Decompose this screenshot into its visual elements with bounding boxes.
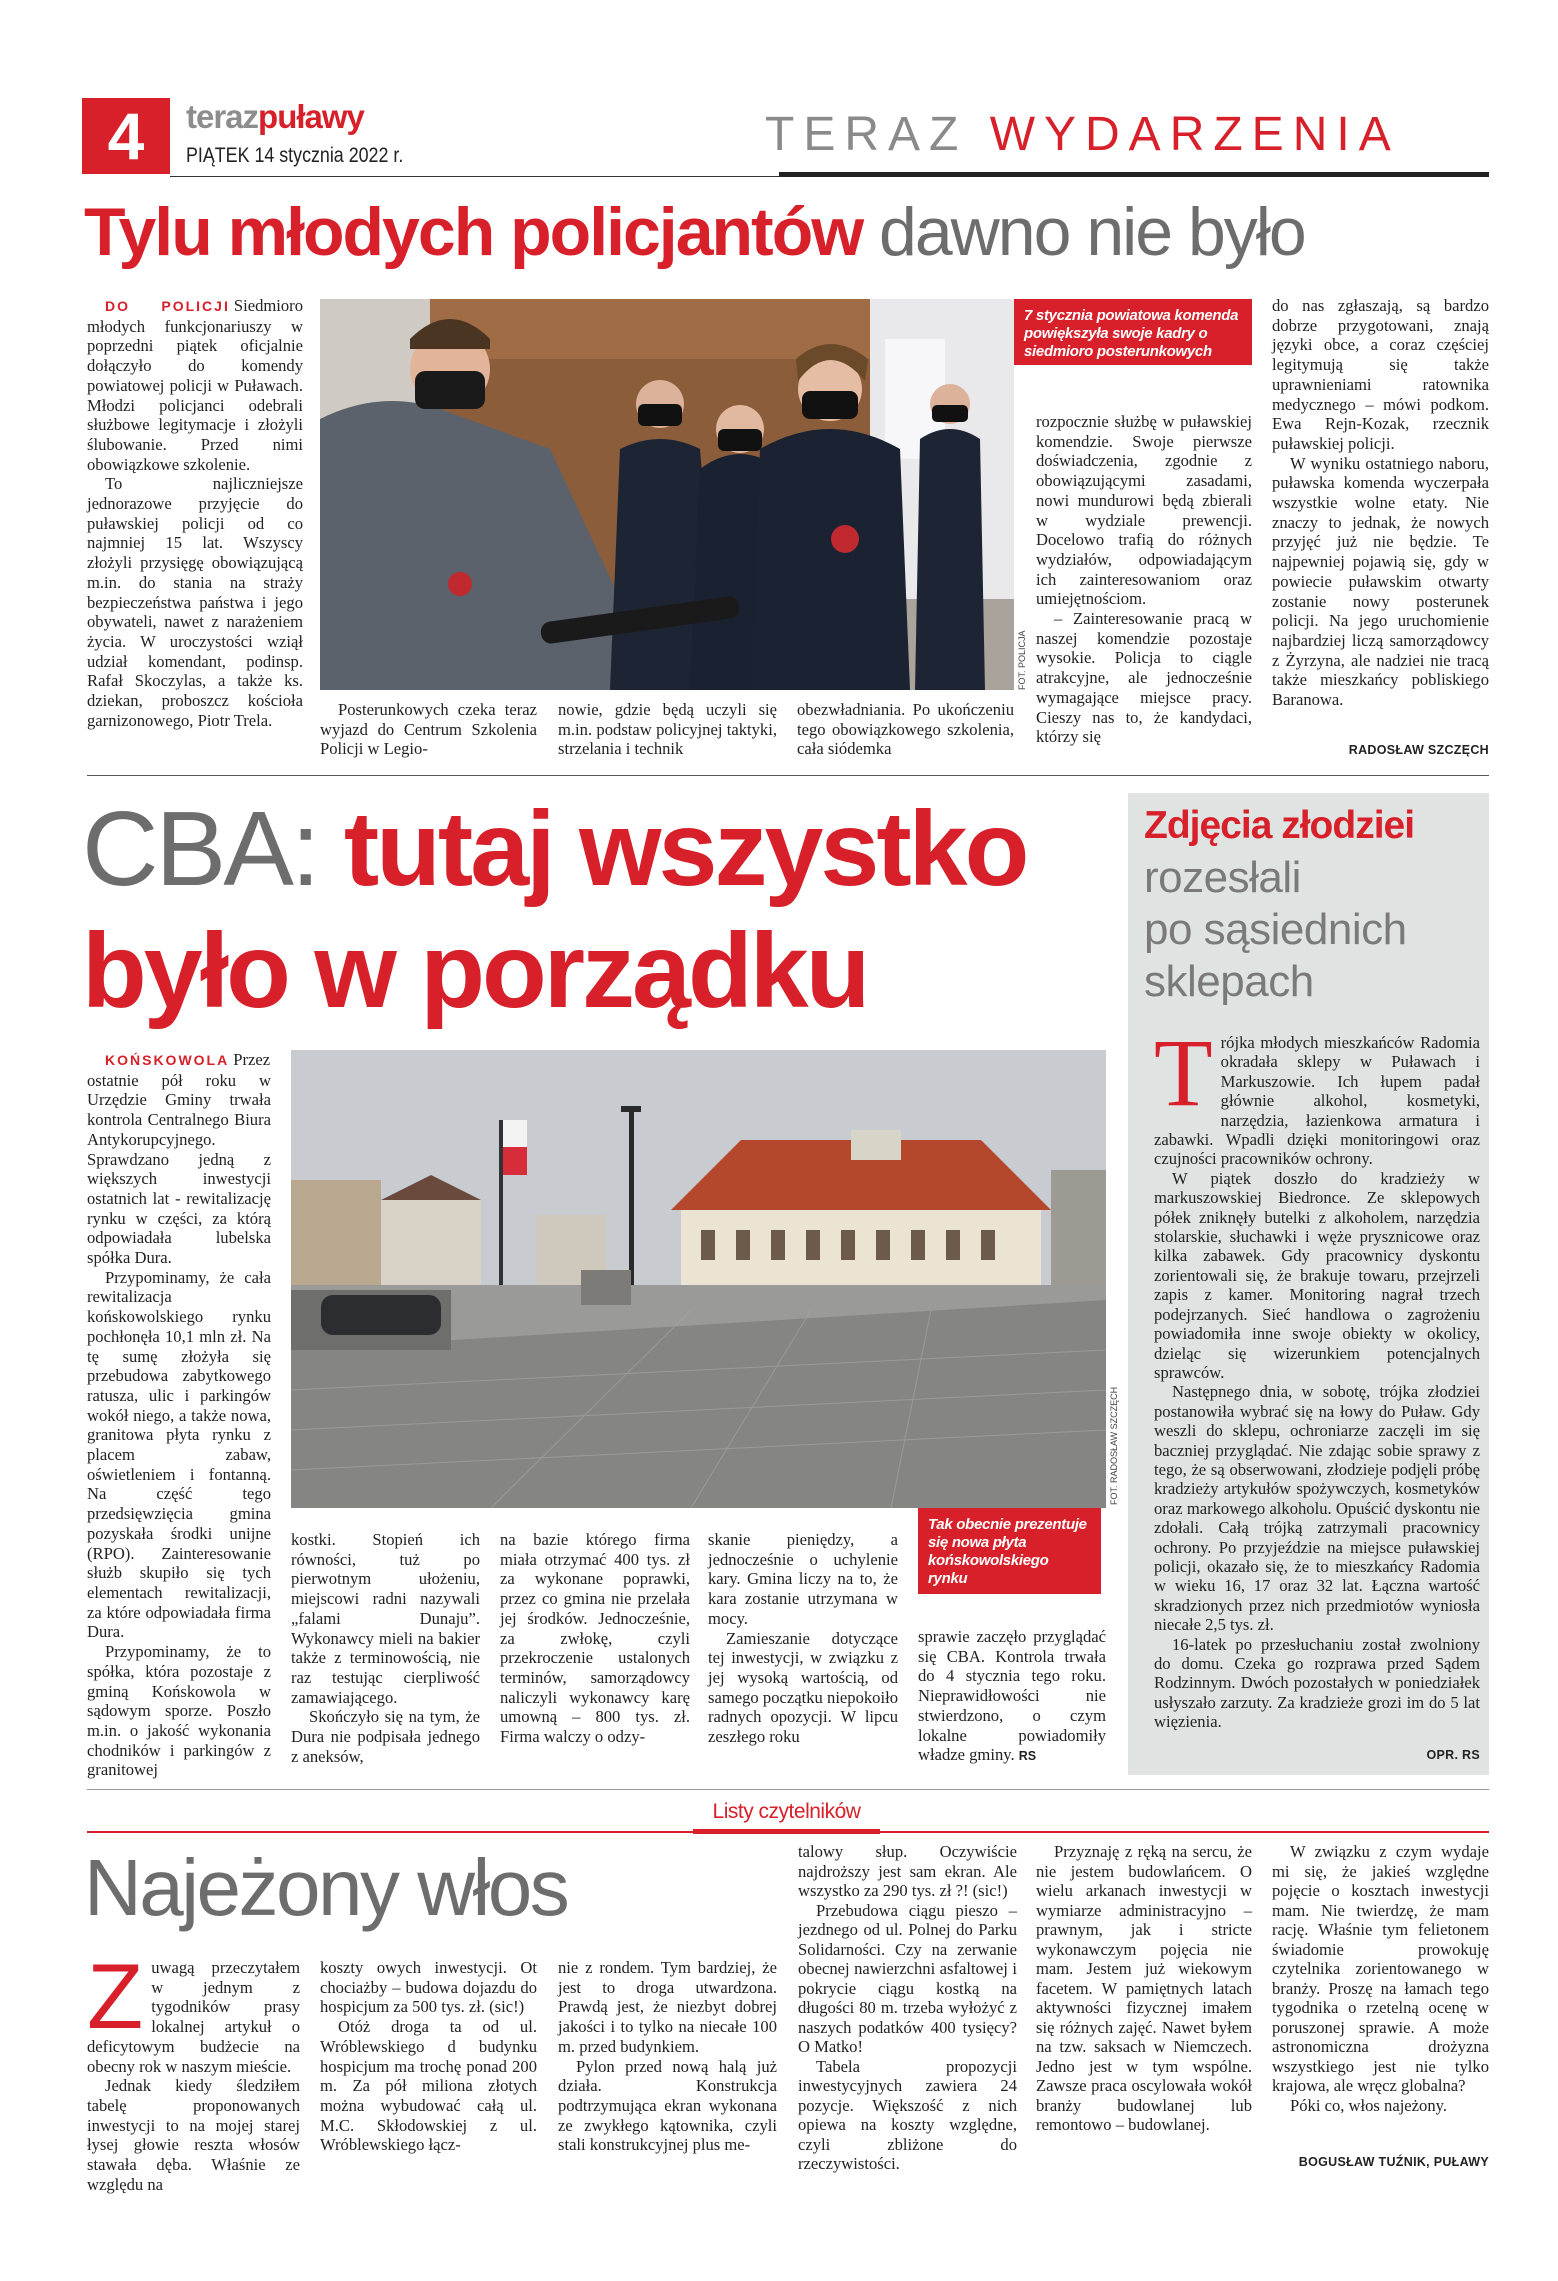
paragraph: talowy słup. Oczywiście najdroższy jest sam ekran. Ale wszystko za 290 tys. zł ?! (sic!) [798,1842,1017,1900]
article1-photo-caption: 7 stycznia powiatowa komenda powiększyła swoje kadry o siedmioro posterunkowych [1014,299,1252,365]
article1-headline [84,192,1305,272]
article2-headline [82,788,1026,1032]
letters-column-2 [320,1958,537,2175]
article1-kicker: DO POLICJI [105,298,230,314]
paragraph [918,1627,1106,1767]
logo-pulawy: puławy [258,98,364,135]
article2-headline-bold-2: było w porządku [82,912,868,1030]
letters-byline: BOGUSŁAW TUŹNIK, PUŁAWY [1298,2155,1489,2169]
issue-date: PIĄTEK 14 stycznia 2022 r. [186,144,404,167]
letters-section-label: Listy czytelników [712,1800,861,1823]
article2-photo-credit: FOT. RADOSŁAW SZCZĘCH [1109,1386,1119,1505]
logo-teraz: teraz [186,98,259,135]
masthead-logo [186,100,364,134]
letters-column-6 [1272,1842,1489,2157]
paragraph: Póki co, włos najeżony. [1290,2095,1448,2115]
sidebar-byline: OPR. RS [1426,1748,1480,1762]
paragraph [1154,1019,1480,1169]
paragraph: koszty owych inwestycji. Ot chociażby – budowa dojazdu do hospicjum za 500 tys. zł. (sic!) [320,1958,537,2017]
paragraph: Zamieszanie dotyczące tej inwestycji, w związku z jej wysoką wartością, od samego początku niepokoiło radnych opozycji. W lipcu zeszłego roku [708,1628,898,1747]
article2-kicker: KOŃSKOWOLA [105,1052,230,1068]
market-square-photo [291,1050,1106,1508]
article2-column-2 [291,1530,480,1772]
article1-lead-paragraph [87,296,303,474]
letters-label-underline [693,1829,880,1834]
sidebar-subtitle-line: rozesłali [1144,853,1301,902]
paragraph: rozpocznie służbę w puławskiej komendzie. Swoje pierwsze doświadczenia, zgodnie z obowiązującymi zasadami, nowi mundurowi będą zbierali w wydziale prewencji. Docelowo trafią do różnych wydziałów, odpowiadającym ich zainteresowaniom oraz umiejętnościom. [1036,412,1252,609]
paragraph: To najliczniejsze jednorazowe przyjęcie do puławskiej policji od co najmniej 15 lat. Wszyscy złożyli przysięgę obowiązującą m.in. do stania na straży bezpieczeństwa państwa i jego obywateli, nawet z narażeniem życia. W uroczystości wziął udział komendant, podinsp. Rafał Skoczylas, a także ks. dziekan, proboszcz kościoła garnizonowego, Piotr Trela. [87,474,303,730]
paragraph-text: uwagą przeczytałem w jednym z tygodników prasy lokalnej artykuł o deficytowym budżecie na obecny rok w naszym mieście. [87,1958,300,2076]
paragraph: skanie pieniędzy, a jednocześnie o uchylenie kary. Gmina liczy na to, że kara zostanie utrzymana w mocy. [708,1530,898,1628]
article-divider [87,775,1489,776]
paragraph: Przyznaję z ręką na sercu, że nie jestem budowlańcem. O wielu arkanach inwestycji w wymiarze administracyjno – prawnym, jak i stricte wykonawczym pojęcia nie mam. Jestem już wiekowym facetem. W pamiętnych latach aktywności fizycznej imałem się różnych zajęć. Nawet byłem na tzw. saksach w Niemczech. Jedno jest w tym wspólne. Zawsze praca oscylowała wokół branży budowlanej lub remontowo – budowlanej. [1036,1842,1252,2134]
paragraph: Przypominamy, że cała rewitalizacja końskowolskiego rynku pochłonęła 10,1 mln zł. Na tę sumę złożyła się przebudowa zabytkowego ratusza, ulic i parkingów wokół niego, a także nowa, granitowa płyta rynku z placem zabaw, oświetleniem i fontanną. Na część tego przedsięwzięcia gmina pozyskała środki unijne (RPO). Zainteresowanie służb skupiło się tych elementach rewitalizacji, za które odpowiadała firma Dura. [87,1267,271,1642]
letters-column-5 [1036,1842,1252,2175]
article2-column-5 [918,1627,1106,1772]
article2-headline-bold-1: tutaj wszystko [343,790,1027,908]
sidebar-subtitle [1144,852,1407,1008]
article1-headline-light: dawno nie było [879,194,1305,270]
paragraph: W wyniku ostatniego naboru, puławska komenda wyczerpała wszystkie wolne etaty. Nie znaczy to jednak, że nowych przyjęć już nie będzie. Te najpewniej pojawią się, gdy w powiecie puławskim otwarty zostanie nowy posterunek policji. Na jego uruchomienie najbardziej liczą samorządowcy z Żyrzyna, ale nadziei nie tracą także mieszkańcy pobliskiego Baranowa. [1272,453,1489,710]
article1-column-5 [1036,412,1252,762]
section-title [765,108,1400,162]
paragraph: obezwładniania. Po ukończeniu tego obowiązkowego szkolenia, cała siódemka [797,700,1014,759]
paragraph: Przypominamy, że to spółka, która pozostaje z gminą Końskowola w sądowym sporze. Poszło m.in. o jakość wykonania chodników i parkingów z granitowej [87,1642,271,1780]
letters-title: Najeżony włos [84,1843,568,1932]
article2-headline-light: CBA: [82,790,318,908]
article2-photo-caption: Tak obecnie prezentuje się nowa płyta końskowolskiego rynku [918,1508,1101,1594]
article2-lead-paragraph [87,1050,271,1268]
article1-column-2 [320,700,537,762]
paragraph: kostki. Stopień ich równości, tuż po pierwotnym ułożeniu, miejscowi radni nazywali „falami Dunaju”. Wykonawcy mieli na bakier także z terminowością, nie raz testując cierpliwość zamawiającego. [291,1530,480,1707]
article1-column-4 [797,700,1014,762]
sidebar-title: Zdjęcia złodziei [1144,804,1415,847]
paragraph-text: sprawie zaczęło przyglądać się CBA. Kontrola trwała do 4 stycznia tego roku. Nieprawidłowości nie stwierdzono, o czym lokalne powiadomiły władze gminy. [918,1627,1106,1765]
sidebar-subtitle-line: sklepach [1144,957,1314,1006]
article1-headline-bold: Tylu młodych policjantów [84,194,863,270]
paragraph: Przebudowa ciągu pieszo – jezdnego od ul. Polnej do Parku Solidarności. Czy na zerwanie obecnej nawierzchni asfaltowej i pokrycie ciągu kostką na długości 80 m. trzeba wyłożyć z naszych podatków 400 tysięcy? O Matko! [798,1900,1017,2056]
sidebar-body [1154,1019,1480,1748]
paragraph: nowie, gdzie będą uczyli się m.in. podstaw policyjnej taktyki, strzelania i technik [558,700,777,759]
article2-column-4 [708,1530,898,1772]
section-title-light: TERAZ [765,108,968,161]
article1-column-3 [558,700,777,762]
paragraph: Tabela propozycji inwestycyjnych zawiera 24 pozycje. Większość z nich opiewa na koszty względne, czyli zbliżone do rzeczywistości. [798,2056,1017,2173]
paragraph-text: Siedmioro młodych funkcjonariuszy w poprzedni piątek oficjalnie dołączyło do komendy powiatowej policji w Puławach. Młodzi policjanci odebrali służbowe legitymacje i złożyli ślubowanie. Przed nimi obowiązkowe szkolenie. [87,296,303,474]
paragraph: Następnego dnia, w sobotę, trójka złodziei postanowiła wybrać się na łowy do Puław. Gdy weszli do sklepu, ochroniarze zaczęli im się baczniej przyglądać. Nie zdając sobie sprawy z tego, że są obserwowani, złodzieje podjęli próbę kradzieży artykułów spożywczych, kosmetyków oraz markowego alkoholu. Opuścić dyskontu nie zdołali. Całą trójką zatrzymali pracownicy ochrony. Po przyjeździe na miejsce puławskiej policji, okazało się, że to mieszkańcy Radomia w wieku 16, 17 oraz 32 lat. Łączna wartość skradzionych przez nich przedmiotów wyniosła niecałe 2,5 tys. zł. [1154,1382,1480,1635]
paragraph: Jednak kiedy śledziłem tabelę proponowanych inwestycji to na mojej starej łysej głowie reszta włosów stawała dęba. Właśnie ze względu na [87,2076,300,2194]
article2-column-3 [500,1530,690,1772]
paragraph: nie z rondem. Tym bardziej, że jest to droga utwardzona. Prawdą jest, że niezbyt dobrej jakości i to tylko na niecałe 100 m. przed budynkiem. [558,1958,777,2056]
paragraph-text: Przez ostatnie pół roku w Urzędzie Gminy trwała kontrola Centralnego Biura Antykorupcyjnego. Sprawdzano jedną z większych inwestycji ostatnich lat - rewitalizację rynku w części, za którą odpowiadała lubelska spółka Dura. [87,1050,271,1268]
paragraph-text: rójka młodych mieszkańców Radomia okradała sklepy w Puławach i Markuszowie. Ich łupem padał głównie alkohol, kosmetyki, narzędzia, łazienkowa armatura i zabawki. Wpadli dzięki monitoringowi oraz czujności pracowników ochrony. [1154,1033,1480,1169]
paragraph: do nas zgłaszają, są bardzo dobrze przygotowani, znają języki obce, a coraz częściej legitymują się także uprawnieniami ratownika medycznego – mówi podkom. Ewa Rejn-Kozak, rzecznik puławskiej policji. [1272,296,1489,453]
letters-column-1 [87,1946,300,2194]
article1-column-1 [87,296,303,762]
paragraph: Pylon przed nową halą już działa. Konstrukcja podtrzymująca ekran wykonana ze zwykłego kątownika, czyli stali konstrukcyjnej plus me- [558,2056,777,2155]
section-divider [87,1789,1489,1790]
article2-signature: RS [1018,1749,1037,1764]
page-number-box: 4 [82,98,170,174]
article1-column-6 [1272,296,1489,741]
paragraph [87,1946,300,2076]
paragraph: 16-latek po przesłuchaniu został zwolniony do domu. Czeka go rozprawa przed Sądem Rodzinnym. Dwóch pozostałych w poniedziałek usłyszało zarzuty. Za kradzieże grozi im do 5 lat więzienia. [1154,1634,1480,1732]
paragraph: Posterunkowych czeka teraz wyjazd do Centrum Szkolenia Policji w Legio- [320,700,537,759]
article1-photo-credit: FOT. POLICJA [1017,630,1027,690]
article2-column-1 [87,1050,271,1780]
letters-column-3 [558,1958,777,2175]
drop-cap: T [1154,1019,1213,1126]
header-thick-rule [779,172,1489,177]
section-title-accent: WYDARZENIA [989,108,1400,161]
police-ceremony-photo [320,299,1014,690]
drop-cap: Z [87,1946,144,2048]
sidebar-subtitle-line: po sąsiednich [1144,905,1407,954]
letters-column-4 [798,1842,1017,2175]
paragraph: – Zainteresowanie pracą w naszej komendzie pozostaje wysokie. Policja to ciągle atrakcyjne, ale jednocześnie wymagające miejsce pracy. Cieszy nas to, że kandydaci, którzy się [1036,609,1252,747]
paragraph: na bazie którego firma miała otrzymać 400 tys. zł za wykonane poprawki, przez co gmina nie przelała jej środków. Jednocześnie, za zwłokę, czyli przekroczenie ustalonych terminów, samorządowcy naliczyli wykonawcy karę umowną – 800 tys. zł. Firma walczy o odzy- [500,1530,690,1747]
article1-byline: RADOSŁAW SZCZĘCH [1348,743,1489,757]
paragraph: W związku z czym wydaje mi się, że jakieś względne pojęcie o kosztach inwestycji mam. Nie twierdzę, że mam rację. Właśnie tym felietonem świadomie prowokuję czytelnika zorientowanego w branży. Proszę na łamach tego tygodnika o rzetelną ocenę w poruszonej sprawie. A może astronomiczna drożyzna wszystkiego jest nie tylko krajowa, ale wręcz globalna? [1272,1842,1489,2095]
paragraph: Otóż droga ta od ul. Wróblewskiego d budynku hospicjum ma trochę ponad 200 m. Za pół miliona złotych można wybudować całą ul. M.C. Skłodowskiej z ul. Wróblewskiego łącz- [320,2017,537,2155]
paragraph: Skończyło się na tym, że Dura nie podpisała jednego z aneksów, [291,1707,480,1766]
paragraph: W piątek doszło do kradzieży w markuszowskiej Biedronce. Ze sklepowych półek zniknęły butelki z alkoholem, narzędzia stolarskie, słuchawki i węże prysznicowe oraz kilka zabawek. Gdy pracownicy dyskontu zorientowali się, że brakuje towaru, przejrzeli zapis z kamer. Monitoring nagrał trzech podejrzanych. Sieć handlowa o zagrożeniu powiadomiła inne swoje obiekty w okolicy, dzieląc się wizerunkiem potencjalnych sprawców. [1154,1168,1480,1382]
